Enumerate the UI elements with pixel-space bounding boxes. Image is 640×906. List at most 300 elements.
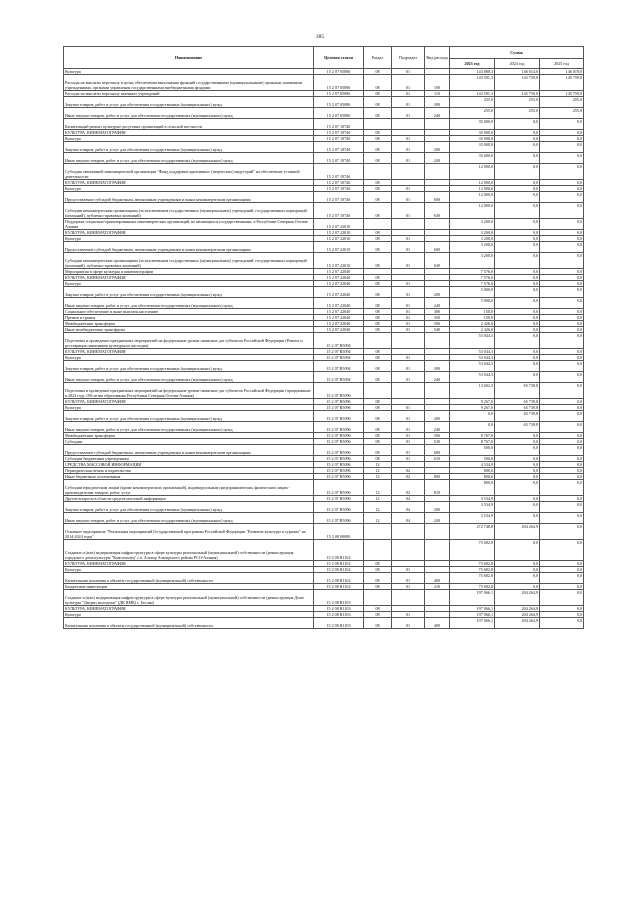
row-expense-type	[425, 383, 450, 399]
row-subsection: 01	[392, 439, 425, 445]
table-row	[64, 372, 584, 383]
row-sum-2023: 53 044,3	[450, 333, 495, 349]
row-expense-type: 400	[425, 573, 450, 584]
row-sum-2025: 0,0	[540, 327, 584, 333]
row-sum-2024: 0,0	[495, 361, 540, 372]
row-subsection: 01	[392, 355, 425, 361]
row-sum-2025: 0,0	[540, 584, 584, 590]
row-sum-2025: 0,0	[540, 590, 584, 606]
row-sum-2023: 53 044,3	[450, 361, 495, 372]
row-name: Основное мероприятие "Реализация мероприятий Государственной программы Российской Федерации "Развитие культуры и туризма" на 2014-2024 годы"	[64, 524, 314, 540]
row-sum-2023: 197 066,1	[450, 590, 495, 606]
row-subsection: 01	[392, 433, 425, 439]
table-body	[64, 69, 584, 629]
row-name: Иные межбюджетные трансферты	[64, 327, 314, 333]
row-sum-2025: 0,0	[540, 333, 584, 349]
row-section	[364, 383, 392, 399]
header-target-article: Целевая статья	[314, 47, 364, 69]
row-expense-type	[425, 333, 450, 349]
row-section: 08	[364, 75, 392, 91]
row-target-article: 15 2 07 22040	[314, 287, 364, 298]
row-target-article: 15 2 07 22040	[314, 327, 364, 333]
row-name: Закупка товаров, работ и услуг для обеспечения государственных (муниципальных) нужд	[64, 97, 314, 108]
row-target-article: 15 2 07 10746	[314, 186, 364, 192]
row-name: Периодическая печать и издательства	[64, 468, 314, 474]
row-target-article: 15 2 07 R5096	[314, 474, 364, 480]
row-name: Премии и гранты	[64, 315, 314, 321]
row-name: Культура	[64, 567, 314, 573]
row-subsection: 01	[392, 456, 425, 462]
row-sum-2023: 255,0	[450, 97, 495, 108]
row-sum-2024: 0,0	[495, 130, 540, 136]
row-section: 12	[364, 496, 392, 502]
row-subsection: 01	[392, 584, 425, 590]
row-target-article: 15 2 07 22040	[314, 321, 364, 327]
row-sum-2025: 0,0	[540, 372, 584, 383]
row-section: 08	[364, 618, 392, 629]
row-expense-type: 540	[425, 327, 450, 333]
row-sum-2024: 0,0	[495, 468, 540, 474]
row-expense-type: 500	[425, 321, 450, 327]
row-section: 08	[364, 433, 392, 439]
row-expense-type	[425, 540, 450, 561]
row-name: Предоставление субсидий бюджетным, автономным учреждениям и иным некоммерческим организациям	[64, 242, 314, 253]
row-section: 08	[364, 606, 392, 612]
row-sum-2024: 0,0	[495, 496, 540, 502]
row-subsection: 01	[392, 236, 425, 242]
row-subsection	[392, 383, 425, 399]
row-section: 08	[364, 180, 392, 186]
row-sum-2024: 0,0	[495, 136, 540, 142]
row-sum-2025: 0,0	[540, 269, 584, 275]
row-sum-2023: 0,0	[450, 411, 495, 422]
table-row	[64, 287, 584, 298]
row-subsection	[392, 333, 425, 349]
row-expense-type: 240	[425, 153, 450, 164]
row-sum-2023: 12 000,0	[450, 203, 495, 219]
table-row	[64, 540, 584, 561]
row-sum-2025: 0,0	[540, 130, 584, 136]
row-sum-2023: 197 066,1	[450, 606, 495, 612]
row-sum-2025: 0,0	[540, 468, 584, 474]
row-name: КУЛЬТУРА, КИНЕМАТОГРАФИЯ	[64, 180, 314, 186]
row-sum-2024: 0,0	[495, 153, 540, 164]
row-expense-type: 600	[425, 445, 450, 456]
row-name: Субсидии юридическим лицам (кроме некоммерческих организаций), индивидуальным предпринимателям, физическим лицам - производителям товаров, работ, услуг	[64, 480, 314, 496]
row-section: 08	[364, 130, 392, 136]
row-target-article: 15 2 07 R5096	[314, 422, 364, 433]
row-expense-type: 200	[425, 361, 450, 372]
row-sum-2025: 0,0	[540, 480, 584, 496]
row-sum-2023: 272 748,8	[450, 524, 495, 540]
row-sum-2025: 0,0	[540, 119, 584, 130]
row-section: 12	[364, 468, 392, 474]
row-expense-type: 100	[425, 75, 450, 91]
row-sum-2023: 500,0	[450, 445, 495, 456]
row-target-article: 15 2 08 R1102	[314, 584, 364, 590]
header-expense-type: Вид расхода	[425, 47, 450, 69]
row-sum-2025: 0,0	[540, 567, 584, 573]
row-section: 12	[364, 513, 392, 524]
row-section: 08	[364, 327, 392, 333]
row-sum-2023: 197 066,1	[450, 612, 495, 618]
row-section: 08	[364, 439, 392, 445]
row-sum-2025: 0,0	[540, 142, 584, 153]
row-sum-2025: 0,0	[540, 136, 584, 142]
row-sum-2024: 0,0	[495, 433, 540, 439]
row-section	[364, 524, 392, 540]
row-expense-type: 350	[425, 315, 450, 321]
row-expense-type: 240	[425, 422, 450, 433]
row-section: 08	[364, 108, 392, 119]
table-row	[64, 119, 584, 130]
row-sum-2025: 0,0	[540, 618, 584, 629]
row-sum-2025: 0,0	[540, 561, 584, 567]
row-target-article: 15 2 07 10740	[314, 130, 364, 136]
row-sum-2025: 0,0	[540, 219, 584, 230]
row-target-article: 15 2 07 22010	[314, 242, 364, 253]
row-sum-2025: 0,0	[540, 540, 584, 561]
table-row	[64, 618, 584, 629]
row-subsection: 01	[392, 618, 425, 629]
row-sum-2023: 3 200,0	[450, 253, 495, 269]
row-expense-type	[425, 219, 450, 230]
row-name: Субсидии бюджетным учреждениям	[64, 456, 314, 462]
row-name: КУЛЬТУРА, КИНЕМАТОГРАФИЯ	[64, 561, 314, 567]
row-expense-type: 200	[425, 287, 450, 298]
row-name: Субсидии некоммерческим организациям (за исключением государственных (муниципальных) учреждений, государственных корпораций (компаний), публично-правовых компаний)	[64, 203, 314, 219]
row-sum-2024: 0,0	[495, 349, 540, 355]
row-sum-2024: 0,0	[495, 230, 540, 236]
row-sum-2025: 0,0	[540, 321, 584, 327]
row-sum-2025: 146 019,0	[540, 69, 584, 75]
row-section	[364, 333, 392, 349]
row-subsection: 04	[392, 496, 425, 502]
row-name: Капитальные вложения в объекты государственной (муниципальной) собственности	[64, 618, 314, 629]
row-sum-2025: 0,0	[540, 349, 584, 355]
row-sum-2023: 53 044,3	[450, 349, 495, 355]
row-name: Закупка товаров, работ и услуг для обеспечения государственных (муниципальных) нужд	[64, 502, 314, 513]
row-name: Мероприятия в сфере культуры и кинематографии	[64, 269, 314, 275]
row-sum-2023: 3 534,9	[450, 502, 495, 513]
row-sum-2023: 35 000,0	[450, 119, 495, 130]
row-sum-2024: 145 759,0	[495, 75, 540, 91]
row-target-article: 15 2 07 10746	[314, 164, 364, 180]
row-name: Иные закупки товаров, работ и услуг для обеспечения государственных (муниципальных) нужд	[64, 422, 314, 433]
row-target-article: 15 2 07 05086	[314, 75, 364, 91]
row-sum-2025: 0,0	[540, 513, 584, 524]
row-target-article: 15 2 07 10740	[314, 136, 364, 142]
row-subsection: 01	[392, 612, 425, 618]
row-sum-2023: 12 000,0	[450, 192, 495, 203]
row-sum-2023: 197 066,1	[450, 618, 495, 629]
row-sum-2024: 204 264,9	[495, 612, 540, 618]
row-sum-2025: 0,0	[540, 192, 584, 203]
row-sum-2025: 0,0	[540, 383, 584, 399]
row-name: Культура	[64, 405, 314, 411]
row-name: КУЛЬТУРА, КИНЕМАТОГРАФИЯ	[64, 230, 314, 236]
row-subsection: 01	[392, 298, 425, 309]
header-year-2024: 2024 год	[495, 59, 540, 69]
row-section: 08	[364, 69, 392, 75]
row-sum-2024: 0,0	[495, 584, 540, 590]
row-target-article: 15 2 07 05086	[314, 108, 364, 119]
row-target-article: 15 2 07 R5096	[314, 411, 364, 422]
row-target-article: 15 2 07 22040	[314, 269, 364, 275]
row-sum-2025: 0,0	[540, 606, 584, 612]
row-subsection: 01	[392, 136, 425, 142]
row-expense-type: 240	[425, 372, 450, 383]
row-sum-2024: 0,0	[495, 180, 540, 186]
budget-table	[63, 46, 584, 629]
row-sum-2025: 0,0	[540, 236, 584, 242]
row-target-article: 15 2 07 05086	[314, 69, 364, 75]
row-target-article: 15 2 07 R5096	[314, 399, 364, 405]
row-sum-2025: 0,0	[540, 361, 584, 372]
row-subsection: 02	[392, 480, 425, 496]
row-target-article: 15 2 07 05086	[314, 91, 364, 97]
row-sum-2025: 0,0	[540, 309, 584, 315]
row-expense-type: 240	[425, 513, 450, 524]
row-sum-2025: 0,0	[540, 445, 584, 456]
row-sum-2024: 65 739,8	[495, 383, 540, 399]
row-target-article: 15 2 07 10740	[314, 119, 364, 130]
table-row	[64, 573, 584, 584]
row-section: 08	[364, 153, 392, 164]
row-sum-2023: 12 000,0	[450, 186, 495, 192]
row-sum-2024: 0,0	[495, 242, 540, 253]
row-name: Иные закупки товаров, работ и услуг для обеспечения государственных (муниципальных) нужд	[64, 372, 314, 383]
row-name: Культура	[64, 281, 314, 287]
row-expense-type: 240	[425, 108, 450, 119]
row-section: 08	[364, 612, 392, 618]
row-subsection: 01	[392, 287, 425, 298]
row-name: Закупка товаров, работ и услуг для обеспечения государственных (муниципальных) нужд	[64, 411, 314, 422]
row-section: 08	[364, 186, 392, 192]
row-expense-type: 200	[425, 502, 450, 513]
row-expense-type: 630	[425, 253, 450, 269]
table-row	[64, 75, 584, 91]
row-section: 08	[364, 275, 392, 281]
row-sum-2024: 0,0	[495, 321, 540, 327]
row-name: Капитальный ремонт культурно-досуговых организаций в сельской местности	[64, 119, 314, 130]
row-section: 08	[364, 298, 392, 309]
row-sum-2023: 35 000,0	[450, 142, 495, 153]
row-subsection: 01	[392, 192, 425, 203]
row-sum-2024: 65 739,8	[495, 422, 540, 433]
table-row	[64, 298, 584, 309]
row-name: КУЛЬТУРА, КИНЕМАТОГРАФИЯ	[64, 130, 314, 136]
row-sum-2023: 35 000,0	[450, 136, 495, 142]
row-sum-2025: 0,0	[540, 180, 584, 186]
table-row	[64, 333, 584, 349]
row-subsection: 01	[392, 422, 425, 433]
row-subsection	[392, 164, 425, 180]
row-target-article: 15 2 07 22040	[314, 298, 364, 309]
table-row	[64, 411, 584, 422]
row-section: 08	[364, 230, 392, 236]
row-name: КУЛЬТУРА, КИНЕМАТОГРАФИЯ	[64, 606, 314, 612]
row-expense-type	[425, 119, 450, 130]
row-sum-2024: 0,0	[495, 309, 540, 315]
row-target-article: 15 2 08 R1102	[314, 540, 364, 561]
row-target-article: 15 2 07 22040	[314, 281, 364, 287]
row-sum-2024: 0,0	[495, 456, 540, 462]
row-target-article: 15 2 07 R5096	[314, 502, 364, 513]
row-sum-2024: 0,0	[495, 513, 540, 524]
row-subsection: 01	[392, 327, 425, 333]
row-subsection	[392, 219, 425, 230]
row-name: Создание и (или) модернизация инфраструктуры в сфере культуры региональной (муниципальной) собственности (реконструкция Дома культуры "Дворец молодежи" (ДК ВМК) г. Беслан)	[64, 590, 314, 606]
row-section: 08	[364, 136, 392, 142]
row-target-article: 15 2 07 R5094	[314, 333, 364, 349]
row-target-article: 15 2 07 22010	[314, 230, 364, 236]
row-sum-2024: 0,0	[495, 269, 540, 275]
row-sum-2023: 3 200,0	[450, 230, 495, 236]
row-sum-2023: 75 682,8	[450, 561, 495, 567]
row-target-article: 15 2 08 R1103	[314, 618, 364, 629]
row-sum-2023: 53 044,3	[450, 372, 495, 383]
row-sum-2023: 53 044,3	[450, 355, 495, 361]
row-target-article: 15 2 07 10740	[314, 142, 364, 153]
row-target-article: 15 2 07 R5094	[314, 349, 364, 355]
row-sum-2024: 0,0	[495, 287, 540, 298]
row-sum-2023: 143 591,3	[450, 75, 495, 91]
row-name: Расходы на выплаты персоналу в целях обеспечения выполнения функций государственными (муниципальными) органами, казенными учреждениями, органами управления государственными внебюджетными фондами	[64, 75, 314, 91]
row-target-article: 15 2 07 R5096	[314, 468, 364, 474]
row-sum-2023: 800,0	[450, 474, 495, 480]
row-sum-2024: 0,0	[495, 142, 540, 153]
row-subsection: 04	[392, 513, 425, 524]
row-sum-2023: 75 682,8	[450, 540, 495, 561]
row-target-article: 15 2 07 R5096	[314, 383, 364, 399]
row-subsection: 01	[392, 91, 425, 97]
row-section: 08	[364, 242, 392, 253]
table-row	[64, 513, 584, 524]
row-section: 08	[364, 192, 392, 203]
row-name: Другие вопросы в области средств массовой информации	[64, 496, 314, 502]
row-section	[364, 540, 392, 561]
row-expense-type	[425, 524, 450, 540]
row-sum-2024: 204 264,9	[495, 524, 540, 540]
row-sum-2024: 65 739,8	[495, 411, 540, 422]
row-sum-2025: 0,0	[540, 405, 584, 411]
table-row	[64, 108, 584, 119]
row-name: КУЛЬТУРА, КИНЕМАТОГРАФИЯ	[64, 275, 314, 281]
row-subsection: 01	[392, 321, 425, 327]
row-subsection: 01	[392, 186, 425, 192]
row-sum-2023: 3 200,0	[450, 242, 495, 253]
row-sum-2023: 5 000,0	[450, 287, 495, 298]
row-sum-2023: 5 000,0	[450, 298, 495, 309]
row-name: Межбюджетные трансферты	[64, 321, 314, 327]
row-sum-2025: 0,0	[540, 287, 584, 298]
row-section: 08	[364, 561, 392, 567]
row-sum-2024: 0,0	[495, 573, 540, 584]
row-section: 08	[364, 253, 392, 269]
row-section: 08	[364, 97, 392, 108]
row-section: 08	[364, 361, 392, 372]
row-sum-2024: 204 264,9	[495, 606, 540, 612]
row-expense-type: 600	[425, 192, 450, 203]
row-expense-type	[425, 590, 450, 606]
row-target-article: 15 2 07 R5096	[314, 405, 364, 411]
table-row	[64, 445, 584, 456]
row-sum-2025: 0,0	[540, 502, 584, 513]
row-subsection: 01	[392, 567, 425, 573]
row-sum-2024: 0,0	[495, 474, 540, 480]
row-target-article: 15 2 07 R5094	[314, 372, 364, 383]
row-subsection	[392, 540, 425, 561]
row-name: Межбюджетные трансферты	[64, 433, 314, 439]
row-section	[364, 590, 392, 606]
row-sum-2024: 0,0	[495, 219, 540, 230]
row-section	[364, 219, 392, 230]
row-sum-2024: 0,0	[495, 236, 540, 242]
row-subsection: 01	[392, 97, 425, 108]
row-target-article: 15 2 08 R1102	[314, 561, 364, 567]
row-sum-2023: 2 426,0	[450, 321, 495, 327]
row-sum-2023: 3 200,0	[450, 236, 495, 242]
row-target-article: 15 2 07 R5094	[314, 361, 364, 372]
row-sum-2024: 0,0	[495, 333, 540, 349]
header-year-2023: 2023 год	[450, 59, 495, 69]
row-sum-2025: 0,0	[540, 230, 584, 236]
row-sum-2024: 0,0	[495, 192, 540, 203]
row-name: СРЕДСТВА МАССОВОЙ ИНФОРМАЦИИ	[64, 462, 314, 468]
row-sum-2024: 255,0	[495, 108, 540, 119]
row-sum-2024: 0,0	[495, 445, 540, 456]
row-subsection: 01	[392, 75, 425, 91]
row-target-article: 15 2 08 R1102	[314, 573, 364, 584]
table-row	[64, 480, 584, 496]
header-year-2025: 2025 год	[540, 59, 584, 69]
table-row	[64, 524, 584, 540]
row-subsection: 01	[392, 315, 425, 321]
row-sum-2025: 0,0	[540, 315, 584, 321]
row-section: 08	[364, 142, 392, 153]
row-name: Иные бюджетные ассигнования	[64, 474, 314, 480]
row-name: Иные закупки товаров, работ и услуг для обеспечения государственных (муниципальных) нужд	[64, 513, 314, 524]
row-subsection: 01	[392, 309, 425, 315]
row-sum-2025: 0,0	[540, 275, 584, 281]
row-sum-2023: 150,0	[450, 315, 495, 321]
row-section: 08	[364, 315, 392, 321]
row-name: Субсидия автономной некоммерческой организации "Фонд поддержки креативных (творческих) индустрий" на обеспечение уставной деятельности	[64, 164, 314, 180]
table-row	[64, 164, 584, 180]
row-name: КУЛЬТУРА, КИНЕМАТОГРАФИЯ	[64, 399, 314, 405]
row-sum-2025: 0,0	[540, 462, 584, 468]
row-name: Расходы на выплаты персоналу казенных учреждений	[64, 91, 314, 97]
row-target-article: 15 2 08 R1103	[314, 606, 364, 612]
row-sum-2024: 0,0	[495, 281, 540, 287]
row-sum-2023: 7 576,0	[450, 281, 495, 287]
row-section: 08	[364, 372, 392, 383]
row-section	[364, 164, 392, 180]
row-sum-2023: 9 267,6	[450, 405, 495, 411]
row-name: Капитальные вложения в объекты государственной (муниципальной) собственности	[64, 573, 314, 584]
row-section: 08	[364, 309, 392, 315]
row-subsection: 01	[392, 281, 425, 287]
row-name: Культура	[64, 236, 314, 242]
row-subsection: 01	[392, 203, 425, 219]
table-row	[64, 97, 584, 108]
row-subsection: 02	[392, 474, 425, 480]
row-sum-2024: 0,0	[495, 480, 540, 496]
row-name: Закупка товаров, работ и услуг для обеспечения государственных (муниципальных) нужд	[64, 361, 314, 372]
row-target-article: 15 2 07 10740	[314, 153, 364, 164]
table-row	[64, 242, 584, 253]
